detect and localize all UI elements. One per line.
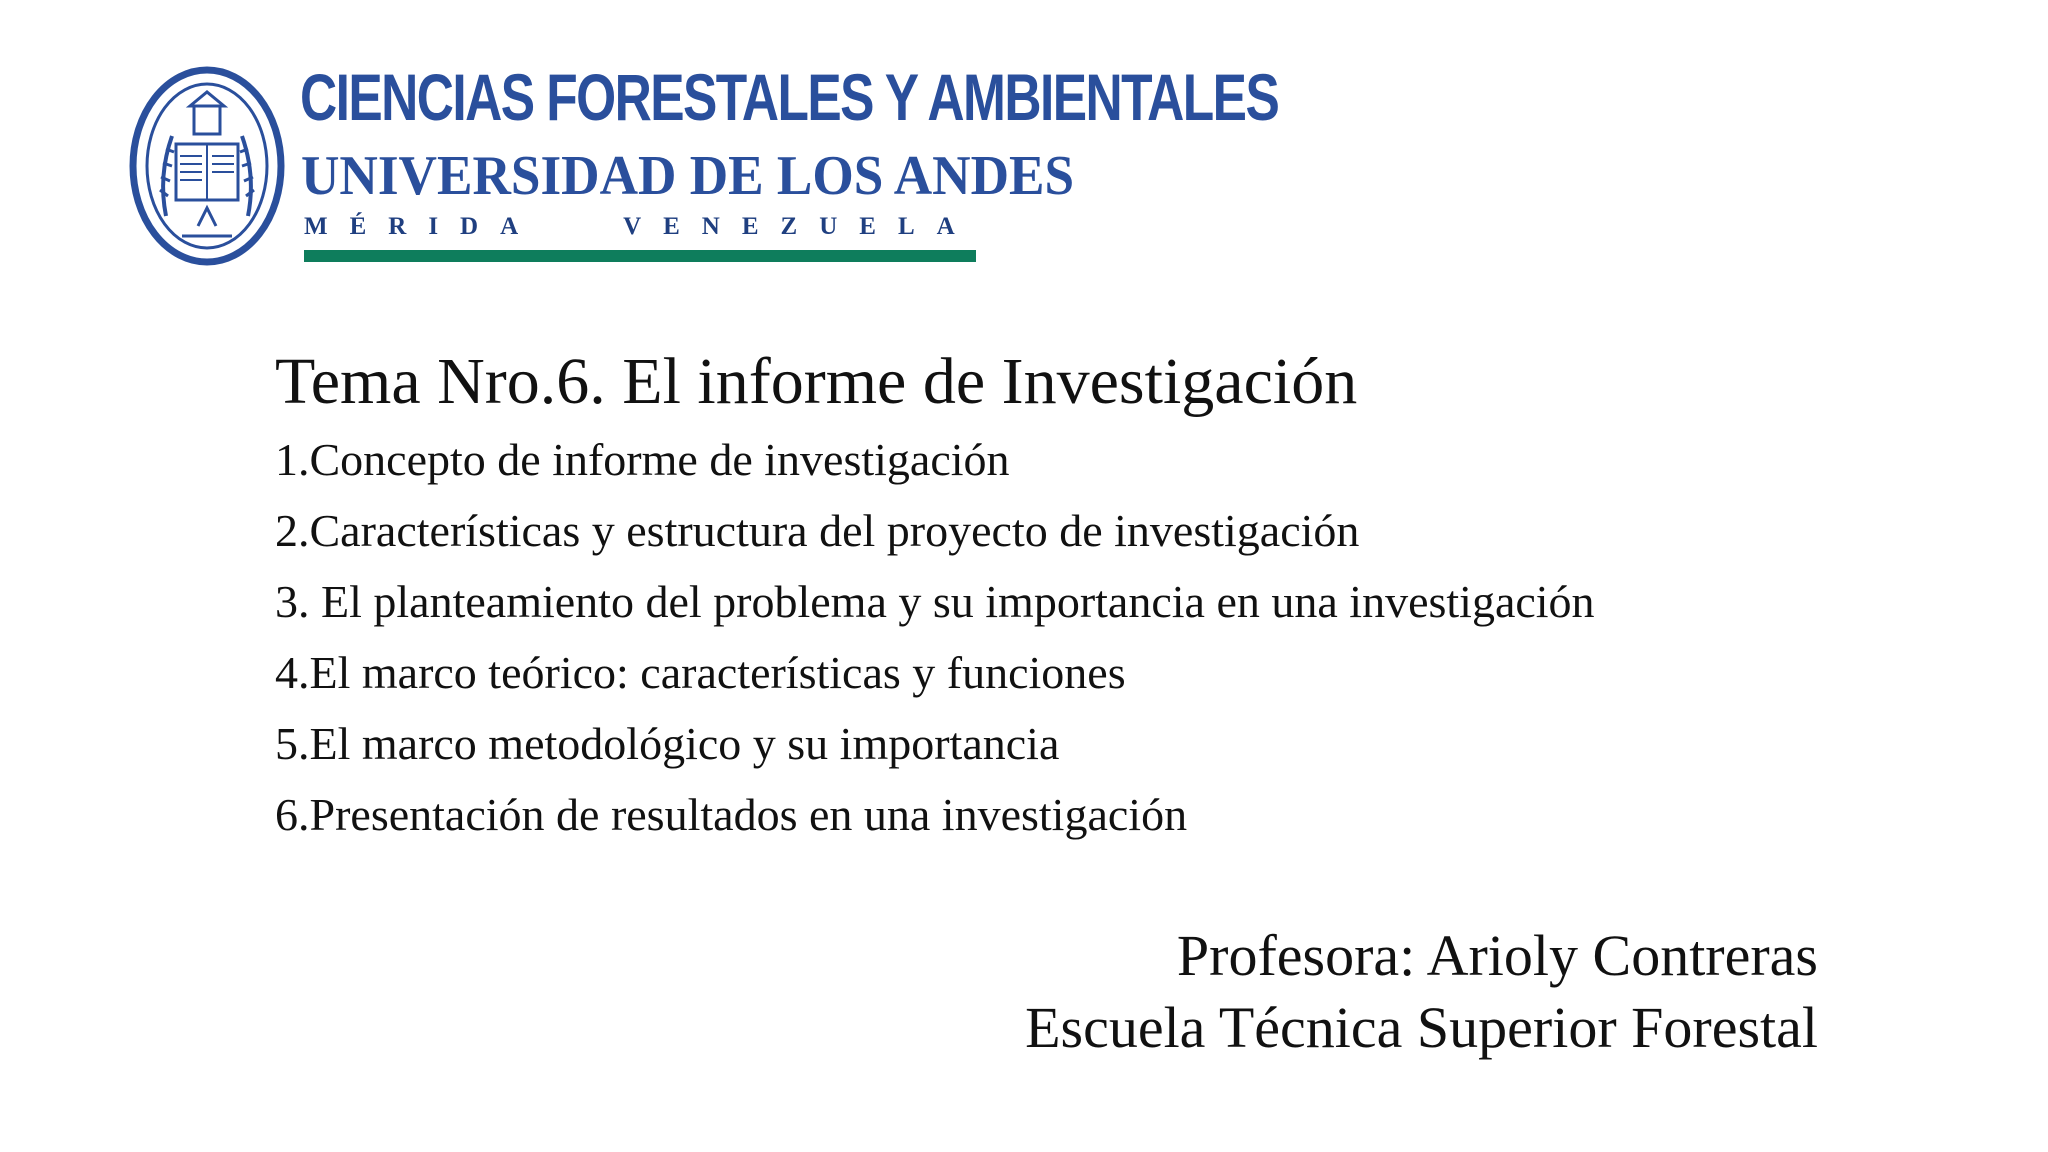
school-name: Escuela Técnica Superior Forestal <box>1025 995 1818 1060</box>
professor-name: Profesora: Arioly Contreras <box>1176 923 1818 988</box>
topic-item: 6.Presentación de resultados en una investigación <box>275 789 1188 840</box>
topic-item: 5.El marco metodológico y su importancia <box>275 718 1060 769</box>
topic-list <box>275 424 1835 850</box>
topic-item: 1.Concepto de informe de investigación <box>275 434 1010 485</box>
logo-university-name: UNIVERSIDAD DE LOS ANDES <box>301 145 1075 207</box>
topic-item: 4.El marco teórico: características y funciones <box>275 647 1126 698</box>
logo-faculty-name: CIENCIAS FORESTALES Y AMBIENTALES <box>300 60 1279 134</box>
logo-location: MÉRIDA VENEZUELA <box>304 213 977 240</box>
university-seal-icon <box>128 66 286 266</box>
slide-footer <box>1025 920 1818 1064</box>
university-logo <box>128 60 1279 266</box>
logo-green-bar <box>304 250 976 262</box>
slide-title: Tema Nro.6. El informe de Investigación <box>275 345 1358 418</box>
slide-content <box>275 344 1835 850</box>
topic-item: 3. El planteamiento del problema y su importancia en una investigación <box>275 576 1595 627</box>
topic-item: 2.Características y estructura del proyecto de investigación <box>275 505 1360 556</box>
